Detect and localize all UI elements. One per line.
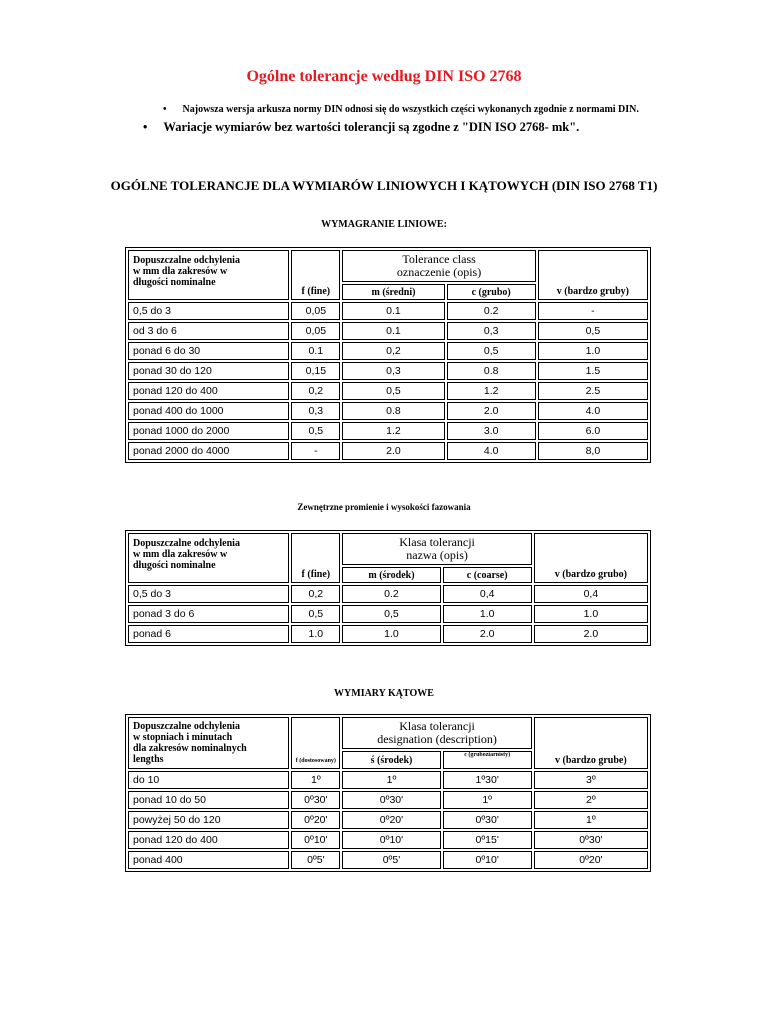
cell-c: 3.0: [447, 422, 536, 440]
table-row: [128, 585, 648, 603]
cell-v: 1.0: [534, 605, 648, 623]
header-c: c (grubo): [447, 284, 536, 300]
bullet-item-2: [143, 120, 579, 135]
cell-v: 2.5: [538, 382, 648, 400]
table-row: [128, 362, 648, 380]
cell-m: 0.2: [342, 585, 440, 603]
cell-range: ponad 120 do 400: [128, 382, 289, 400]
cell-m: 0º5': [342, 851, 440, 869]
table-row: [128, 342, 648, 360]
page-title: Ogólne tolerancje według DIN ISO 2768: [246, 68, 522, 85]
cell-range: od 3 do 6: [128, 322, 289, 340]
bullet-item-1: [163, 104, 639, 115]
cell-range: 0,5 do 3: [128, 302, 289, 320]
bullet-dot: •: [143, 120, 148, 134]
cell-v: 1.5: [538, 362, 648, 380]
cell-v: 0,5: [538, 322, 648, 340]
cell-f: 1.0: [291, 625, 340, 643]
header-m: ś (środek): [342, 751, 440, 769]
cell-f: 1º: [291, 771, 340, 789]
header-range: Dopuszczalne odchylenia w mm dla zakresów w długości nominalne: [128, 250, 289, 300]
header-v: v (bardzo grubo): [534, 533, 648, 583]
cell-c: 1º30': [443, 771, 532, 789]
header-m: m (średni): [342, 284, 444, 300]
bullet-text: Najowsza wersja arkusza normy DIN odnosi się do wszystkich części wykonanych zgodnie z normami DIN.: [182, 104, 639, 115]
cell-c: 1.2: [447, 382, 536, 400]
header-m: m (środek): [342, 567, 440, 583]
header-v: v (bardzo grube): [534, 717, 648, 769]
table-row: [128, 831, 648, 849]
cell-m: 0º20': [342, 811, 440, 829]
cell-m: 0.1: [342, 322, 444, 340]
cell-v: 6.0: [538, 422, 648, 440]
header-tolerance-class: Tolerance class oznaczenie (opis): [342, 250, 535, 282]
cell-f: 0.1: [291, 342, 340, 360]
cell-v: 2º: [534, 791, 648, 809]
cell-range: ponad 6: [128, 625, 289, 643]
cell-c: 2.0: [443, 625, 532, 643]
cell-v: 8,0: [538, 442, 648, 460]
cell-f: 0,5: [291, 422, 340, 440]
cell-range: ponad 2000 do 4000: [128, 442, 289, 460]
table-row: [128, 851, 648, 869]
cell-range: ponad 10 do 50: [128, 791, 289, 809]
cell-c: 0,5: [447, 342, 536, 360]
cell-v: 0º20': [534, 851, 648, 869]
cell-f: 0º5': [291, 851, 340, 869]
header-c: c (gruboziarnisty): [443, 751, 532, 769]
table3-caption: WYMIARY KĄTOWE: [334, 688, 434, 699]
table1-caption: WYMAGRANIE LINIOWE:: [321, 219, 447, 230]
cell-v: 0,4: [534, 585, 648, 603]
header-range: Dopuszczalne odchylenia w mm dla zakresów w długości nominalne: [128, 533, 289, 583]
bullet-dot: •: [163, 104, 167, 115]
cell-f: -: [291, 442, 340, 460]
cell-c: 2.0: [447, 402, 536, 420]
cell-c: 1.0: [443, 605, 532, 623]
cell-m: 0º30': [342, 791, 440, 809]
table-row: [128, 422, 648, 440]
linear-tolerance-table: [125, 247, 651, 463]
header-f: f (fine): [291, 250, 340, 300]
cell-c: 0º30': [443, 811, 532, 829]
cell-v: 1.0: [538, 342, 648, 360]
cell-range: ponad 120 do 400: [128, 831, 289, 849]
cell-m: 0,2: [342, 342, 444, 360]
cell-f: 0,2: [291, 382, 340, 400]
table-row: [128, 402, 648, 420]
cell-f: 0,05: [291, 302, 340, 320]
cell-v: 0º30': [534, 831, 648, 849]
table-row: [128, 442, 648, 460]
table-row: [128, 771, 648, 789]
cell-m: 1º: [342, 771, 440, 789]
cell-range: ponad 400: [128, 851, 289, 869]
cell-c: 0º10': [443, 851, 532, 869]
header-c: c (coarse): [443, 567, 532, 583]
cell-v: 3º: [534, 771, 648, 789]
header-v: v (bardzo gruby): [538, 250, 648, 300]
table-row: [128, 625, 648, 643]
cell-f: 0º10': [291, 831, 340, 849]
cell-f: 0,15: [291, 362, 340, 380]
cell-m: 0º10': [342, 831, 440, 849]
cell-c: 0,3: [447, 322, 536, 340]
table-row: [128, 382, 648, 400]
header-range: Dopuszczalne odchylenia w stopniach i minutach dla zakresów nominalnych lengths: [128, 717, 289, 769]
cell-range: ponad 30 do 120: [128, 362, 289, 380]
cell-m: 0.8: [342, 402, 444, 420]
cell-m: 0,5: [342, 605, 440, 623]
cell-v: -: [538, 302, 648, 320]
table-row: [128, 791, 648, 809]
cell-c: 1º: [443, 791, 532, 809]
table-row: [128, 811, 648, 829]
header-f: f (dostosowany): [291, 717, 340, 769]
table-row: [128, 605, 648, 623]
cell-range: powyżej 50 do 120: [128, 811, 289, 829]
bullet-text: Wariacje wymiarów bez wartości tolerancji są zgodne z "DIN ISO 2768- mk".: [163, 120, 580, 134]
cell-m: 2.0: [342, 442, 444, 460]
cell-m: 0,5: [342, 382, 444, 400]
cell-c: 0.2: [447, 302, 536, 320]
cell-c: 0º15': [443, 831, 532, 849]
table-row: [128, 302, 648, 320]
cell-c: 0.8: [447, 362, 536, 380]
cell-c: 0,4: [443, 585, 532, 603]
header-tolerance-class: Klasa tolerancji nazwa (opis): [342, 533, 531, 565]
cell-m: 1.2: [342, 422, 444, 440]
cell-m: 0.1: [342, 302, 444, 320]
cell-f: 0,05: [291, 322, 340, 340]
cell-v: 2.0: [534, 625, 648, 643]
cell-range: do 10: [128, 771, 289, 789]
radii-tolerance-table: [125, 530, 651, 646]
header-f: f (fine): [291, 533, 340, 583]
cell-f: 0,5: [291, 605, 340, 623]
cell-f: 0º20': [291, 811, 340, 829]
cell-f: 0º30': [291, 791, 340, 809]
angular-tolerance-table: [125, 714, 651, 872]
table-row: [128, 322, 648, 340]
cell-range: ponad 3 do 6: [128, 605, 289, 623]
cell-m: 0,3: [342, 362, 444, 380]
cell-v: 4.0: [538, 402, 648, 420]
cell-f: 0,2: [291, 585, 340, 603]
cell-range: ponad 400 do 1000: [128, 402, 289, 420]
cell-f: 0,3: [291, 402, 340, 420]
cell-range: ponad 6 do 30: [128, 342, 289, 360]
cell-range: 0,5 do 3: [128, 585, 289, 603]
cell-v: 1º: [534, 811, 648, 829]
cell-m: 1.0: [342, 625, 440, 643]
table2-caption: Zewnętrzne promienie i wysokości fazowania: [297, 502, 471, 512]
cell-range: ponad 1000 do 2000: [128, 422, 289, 440]
section-heading: OGÓLNE TOLERANCJE DLA WYMIARÓW LINIOWYCH I KĄTOWYCH (DIN ISO 2768 T1): [110, 178, 658, 193]
cell-c: 4.0: [447, 442, 536, 460]
header-tolerance-class: Klasa tolerancji designation (description): [342, 717, 531, 749]
